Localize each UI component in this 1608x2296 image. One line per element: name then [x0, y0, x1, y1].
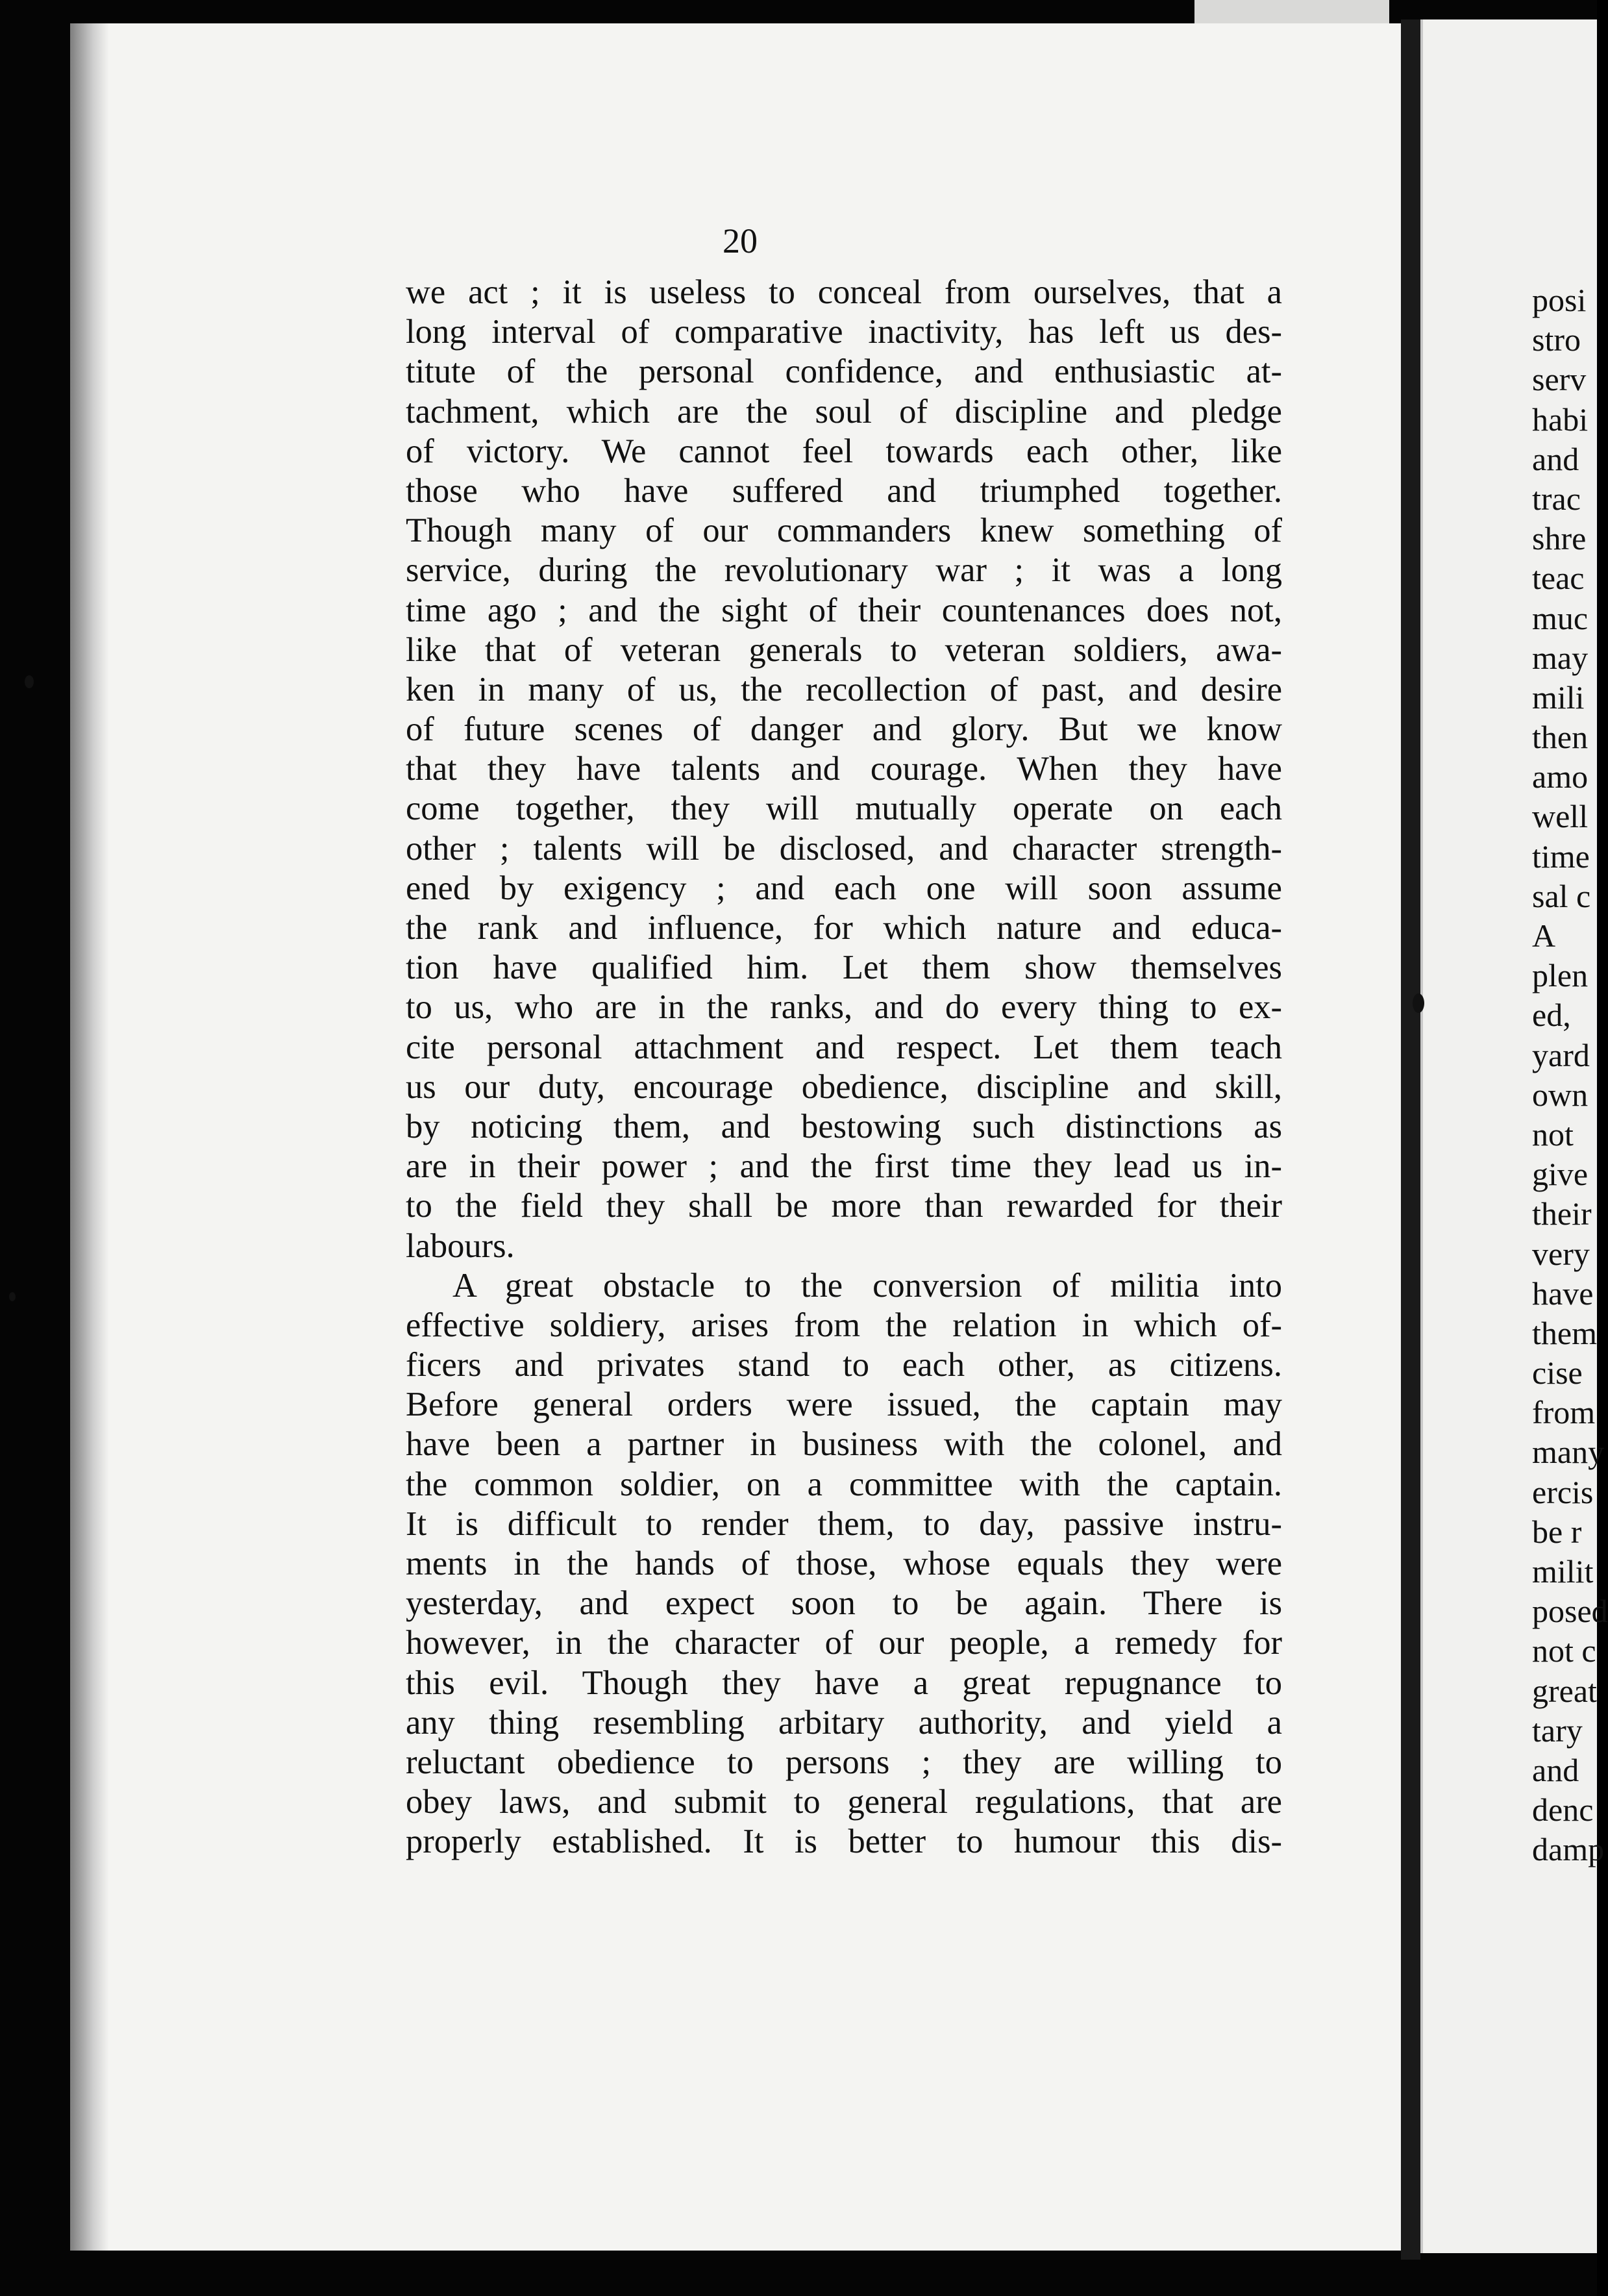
text-line: this evil. Though they have a great repugnance to	[406, 1664, 1282, 1702]
text-line: ken in many of us, the recollection of past, and desire	[406, 670, 1282, 708]
text-line: Before general orders were issued, the captain may	[406, 1386, 1282, 1424]
scan-speck	[25, 675, 34, 688]
text-line: properly established. It is better to humour this dis-	[406, 1823, 1282, 1861]
right-page-fragment-line: posed	[1532, 1593, 1608, 1630]
right-page-fragment-line: damp	[1532, 1831, 1605, 1868]
right-page-fragment-line: tary	[1532, 1712, 1583, 1749]
right-page-fragment-line: from	[1532, 1394, 1596, 1431]
text-line: the common soldier, on a committee with the captain.	[406, 1465, 1282, 1503]
right-page-fragment-line: stro	[1532, 321, 1581, 358]
text-line: tachment, which are the soul of discipline and pledge	[406, 392, 1282, 430]
text-line: by noticing them, and bestowing such distinctions as	[406, 1107, 1282, 1145]
text-line: are in their power ; and the first time they lead us in-	[406, 1147, 1282, 1186]
text-line: like that of veteran generals to veteran soldiers, awa-	[406, 630, 1282, 669]
right-page-fragment-line: trac	[1532, 480, 1581, 517]
page-fold-shadow	[70, 23, 109, 2251]
text-line: time ago ; and the sight of their countenances does not,	[406, 591, 1282, 629]
right-page-fragment-line: give	[1532, 1156, 1589, 1193]
right-page-fragment-line: not	[1532, 1116, 1574, 1153]
text-line: those who have suffered and triumphed together.	[406, 471, 1282, 510]
right-page-fragment-text	[1532, 281, 1608, 1870]
text-line: Though many of our commanders knew something of	[406, 512, 1282, 550]
text-line: effective soldiery, arises from the relation in which of-	[406, 1306, 1282, 1344]
right-page-fragment-line: may	[1532, 639, 1589, 676]
right-page-fragment-line: be r	[1532, 1513, 1582, 1550]
text-line: the rank and influence, for which nature and educa-	[406, 909, 1282, 947]
right-page-fragment-line: mili	[1532, 679, 1585, 716]
right-page-fragment-line: great	[1532, 1672, 1597, 1709]
right-page-top-edge	[1194, 0, 1389, 23]
text-line: ficers and privates stand to each other, as citizens.	[406, 1346, 1282, 1384]
text-line: have been a partner in business with the colonel, and	[406, 1425, 1282, 1464]
text-line: we act ; it is useless to conceal from ourselves, that a	[406, 273, 1282, 311]
scan-speck	[9, 1292, 16, 1301]
right-page-fragment-line: their	[1532, 1195, 1592, 1232]
right-page-fragment-line: very	[1532, 1235, 1590, 1272]
right-page-fragment-line: posi	[1532, 282, 1587, 318]
text-line: of future scenes of danger and glory. But we know	[406, 710, 1282, 749]
text-line: titute of the personal confidence, and enthusiastic at-	[406, 353, 1282, 391]
right-page-fragment-line: yard	[1532, 1036, 1590, 1073]
right-page-fragment-line: cise	[1532, 1354, 1583, 1391]
text-line: yesterday, and expect soon to be again. There is	[406, 1584, 1282, 1623]
text-line: to us, who are in the ranks, and do every thing to ex-	[406, 988, 1282, 1027]
right-page-fragment-line: and	[1532, 440, 1579, 477]
text-line: any thing resembling arbitary authority, and yield a	[406, 1703, 1282, 1741]
right-page-fragment-line: serv	[1532, 361, 1587, 398]
right-page-fragment-line: and	[1532, 1751, 1579, 1788]
right-page-fragment-line: them	[1532, 1314, 1597, 1351]
right-page-fragment-line: many	[1532, 1434, 1605, 1471]
right-page-fragment-line: muc	[1532, 599, 1589, 636]
right-page-fragment-line: not c	[1532, 1632, 1596, 1669]
right-page-fragment-line: shre	[1532, 520, 1587, 557]
right-page-fragment-line: time	[1532, 838, 1590, 875]
text-line: obey laws, and submit to general regulations, that are	[406, 1783, 1282, 1821]
right-page-fragment-line: teac	[1532, 560, 1585, 597]
text-line: us our duty, encourage obedience, discipline and skill,	[406, 1067, 1282, 1106]
right-page-fragment-line: milit	[1532, 1553, 1594, 1590]
text-line: other ; talents will be disclosed, and character strength-	[406, 829, 1282, 867]
text-line: long interval of comparative inactivity, has left us des-	[406, 313, 1282, 351]
right-page-fragment-line: own	[1532, 1076, 1589, 1113]
text-line: tion have qualified him. Let them show themselves	[406, 949, 1282, 987]
left-page-body-text	[406, 273, 1282, 1862]
scan-speck	[1413, 993, 1424, 1013]
right-page-fragment-line: amo	[1532, 758, 1589, 795]
right-page-fragment-line: habi	[1532, 401, 1589, 438]
right-page-fragment-line: denc	[1532, 1791, 1594, 1828]
text-line: service, during the revolutionary war ; it was a long	[406, 551, 1282, 590]
text-line: It is difficult to render them, to day, passive instru-	[406, 1504, 1282, 1543]
text-line: to the field they shall be more than rewarded for their	[406, 1187, 1282, 1225]
text-line: labours.	[406, 1227, 515, 1265]
text-line: however, in the character of our people, a remedy for	[406, 1624, 1282, 1662]
right-page-fragment-line: well	[1532, 798, 1589, 835]
text-line: that they have talents and courage. When they have	[406, 750, 1282, 788]
text-line: come together, they will mutually operate on each	[406, 790, 1282, 828]
book-gutter	[1401, 19, 1420, 2260]
right-page-fragment-line: ed,	[1532, 997, 1571, 1034]
text-line: reluctant obedience to persons ; they are willing to	[406, 1743, 1282, 1781]
text-line: A great obstacle to the conversion of militia into	[452, 1266, 1282, 1304]
right-page-fragment-line: have	[1532, 1275, 1594, 1312]
text-line: of victory. We cannot feel towards each other, like	[406, 432, 1282, 470]
right-page-fragment-line: A	[1532, 917, 1556, 954]
text-line: ened by exigency ; and each one will soon assume	[406, 869, 1282, 907]
page-number: 20	[723, 221, 758, 260]
right-page-fragment-line: then	[1532, 719, 1589, 756]
right-page-fragment-line: ercis	[1532, 1473, 1594, 1510]
right-page-fragment-line: sal c	[1532, 877, 1591, 914]
text-line: ments in the hands of those, whose equals they were	[406, 1545, 1282, 1582]
text-line: cite personal attachment and respect. Let them teach	[406, 1028, 1282, 1066]
right-page-fragment-line: plen	[1532, 957, 1589, 994]
